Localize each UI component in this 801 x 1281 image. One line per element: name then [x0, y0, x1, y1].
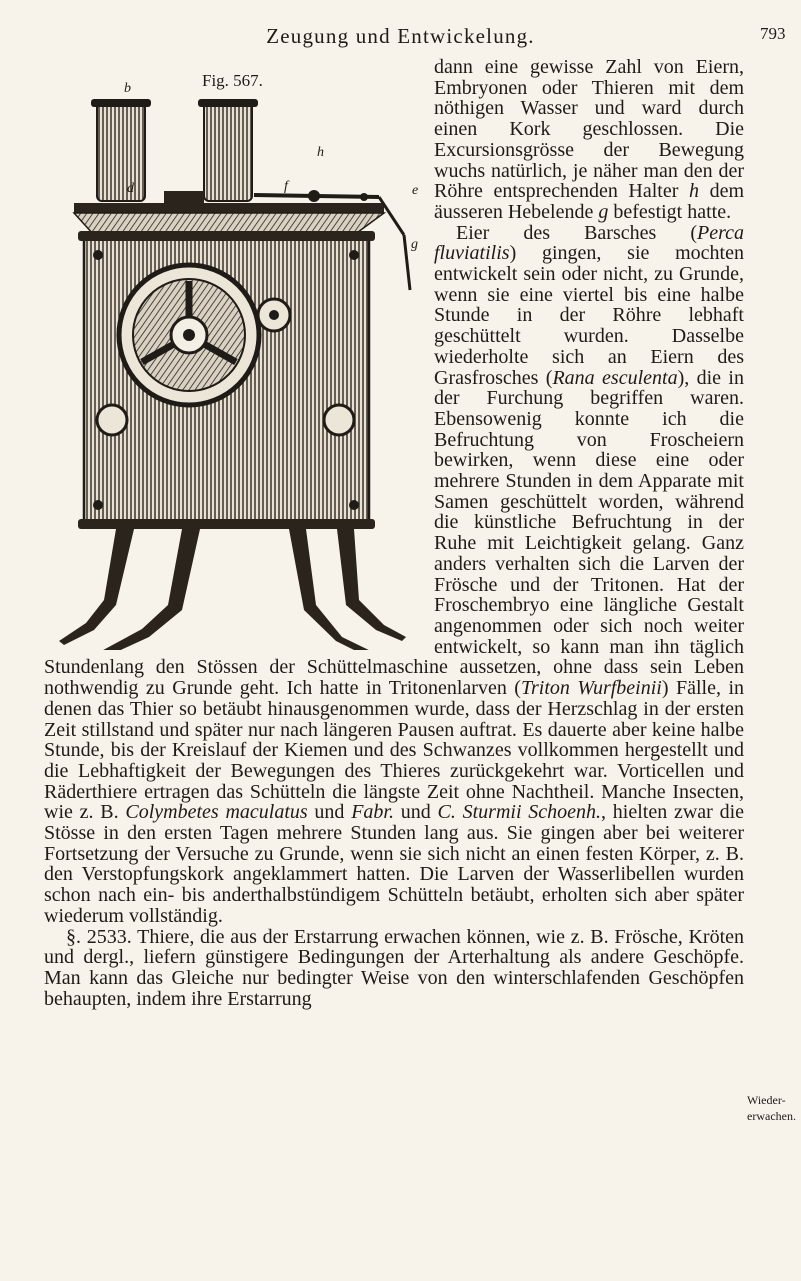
right-bottle [198, 99, 258, 201]
figure-label-e: e [412, 183, 419, 198]
page-number: 793 [760, 24, 786, 43]
figure-label-f: f [284, 179, 288, 194]
marginal-note: Wieder-erwachen. [747, 1093, 796, 1123]
figure-label-g: g [411, 237, 418, 252]
running-head: Zeugung und Entwickelung. [266, 24, 535, 48]
paragraph-1: dann eine gewisse Zahl von Eiern, Embryonen oder Thieren mit dem nöthigen Wasser und ward durch einen Kork geschlossen. Die Excursionsgrösse der Bewegung wuchs natürlich, je näher man den der Röhre entsprechenden Halter h dem äusseren Hebelende g befestigt hatte. [434, 56, 744, 223]
left-knob [97, 405, 127, 435]
left-bottle [91, 99, 151, 201]
paragraph-3: §. 2533. Thiere, die aus der Erstarrung erwachen können, wie z. B. Frösche, Kröten und dergl., liefern günstigere Bedingungen der Arterhaltung als andere Geschöpfe. Man kann das Gleiche nur bedingter Weise von den winterschlafenden Geschöpfen behaupten, indem ihre Erstarrung [44, 925, 744, 1010]
body-text [44, 57, 744, 1009]
figure-label-b: b [124, 81, 131, 96]
figure-label-d: d [127, 181, 134, 196]
figure-567 [44, 57, 424, 655]
shaking-machine-illustration [54, 85, 414, 650]
paragraph-2: Eier des Barsches (Perca fluviatilis) gingen, sie mochten entwickelt sein oder nicht, zu Grunde, wenn sie eine viertel bis eine halbe Stunde in der Röhre lebhaft geschüttelt wurden. Dasselbe wiederholte sich an Eiern des Grasfrosches (Rana esculenta), die in der Furchung begriffen waren. Ebensowenig konnte ich die Befruchtung von Froscheiern bewirken, wenn diese eine oder mehrere Stunden in dem Apparate mit Samen geschüttelt worden, während die künstliche Befruchtung in der Ruhe mit Leichtigkeit gelang. Ganz anders verhalten sich die Larven der Frösche und der Tritonen. Hat der Froschembryo eine längliche Gestalt angenommen oder sich noch weiter entwickelt, so kann man ihn täglich Stundenlang den Stössen der Schüttelmaschine aussetzen, ohne dass sein Leben nothwendig zu Grunde geht. Ich hatte in Tritonenlarven (Triton Wurfbeinii) Fälle, in denen das Thier so betäubt hinausgenommen wurde, dass der Herzschlag in der ersten Zeit stillstand und später nur nach längeren Pausen auftrat. Es dauerte aber keine halbe Stunde, bis der Kreislauf der Kiemen und des Schwanzes vollkommen hergestellt und die Lebhaftigkeit der Bewegungen des Thieres zurückgekehrt war. Vorticellen und Räderthiere ertragen das Schütteln die längste Zeit ohne Nachtheil. Manche Insecten, wie z. B. Colymbetes maculatus und Fabr. und C. Sturmii Schoenh., hielten zwar die Stösse in den ersten Tagen mehrere Stunden lang aus. Sie gingen aber bei weiterer Fortsetzung der Versuche zu Grunde, wenn sie sich nicht an einen festen Körper, z. B. den Verstopfungskork angeklammert hatten. Die Larven der Wasserlibellen wurden schon nach ein- bis anderthalbstündigem Schütteln betäubt, erholten sich aber später wiederum vollständig. [44, 221, 745, 927]
figure-label-h: h [317, 145, 324, 160]
right-knob [324, 405, 354, 435]
machine-legs [59, 529, 406, 650]
figure-caption: Fig. 567. [202, 71, 263, 90]
